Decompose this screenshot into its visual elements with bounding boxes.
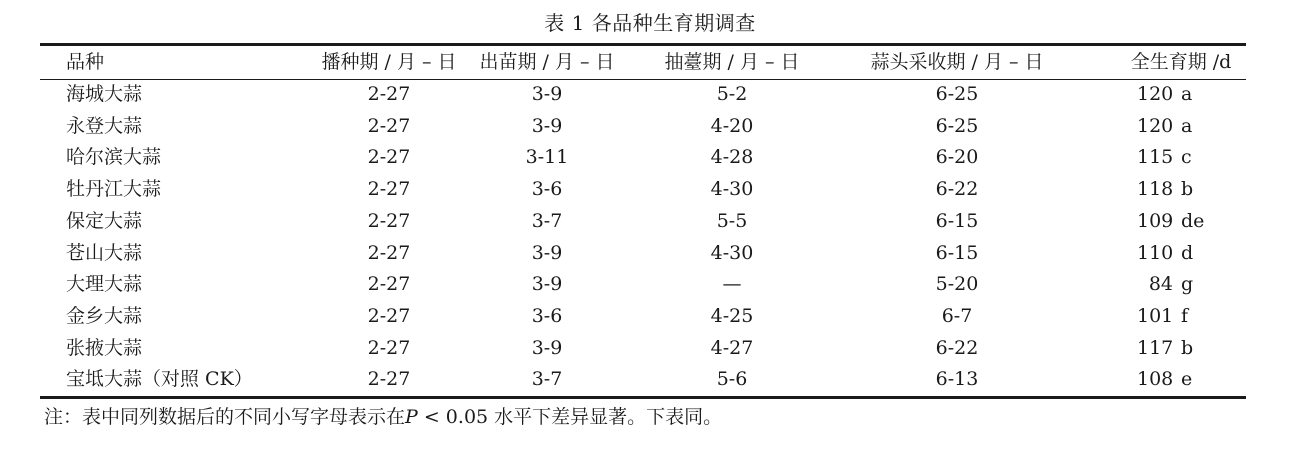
table-row	[40, 79, 1272, 111]
cell-bolting: 4-30	[710, 178, 754, 201]
cell-bolting: 4-20	[710, 114, 754, 137]
cell-emergence: 3-6	[531, 178, 563, 201]
significance-letter: g	[1181, 273, 1194, 296]
significance-letter: a	[1181, 83, 1193, 105]
cell-variety: 牡丹江大蒜	[66, 178, 162, 201]
header-total-label: 全生育期 /d	[1130, 51, 1232, 73]
table-caption: 表 1 各品种生育期调查	[544, 11, 756, 35]
cell-harvest: 6-13	[935, 368, 979, 391]
note-prefix: 注：表中同列数据后的不同小写字母表示在	[44, 406, 406, 428]
cell-harvest: 5-20	[935, 273, 979, 296]
cell-total	[1072, 269, 1272, 301]
significance-letter: f	[1181, 304, 1189, 327]
table-row	[40, 301, 1272, 333]
cell-variety: 金乡大蒜	[66, 304, 143, 327]
table-row	[40, 174, 1272, 206]
cell-harvest: 6-7	[941, 304, 973, 327]
cell-bolting: 5-2	[716, 83, 748, 105]
note-condition: < 0.05	[417, 406, 489, 428]
cell-sowing: 2-27	[367, 241, 411, 264]
total-days: 117	[1137, 336, 1174, 359]
cell-variety: 海城大蒜	[66, 83, 143, 105]
cell-emergence: 3-9	[531, 114, 563, 137]
significance-letter: b	[1181, 178, 1194, 201]
cell-bolting: 5-5	[716, 209, 748, 232]
table-row	[40, 111, 1272, 143]
cell-bolting: 4-27	[710, 336, 754, 359]
cell-emergence: 3-9	[531, 336, 563, 359]
cell-sowing: 2-27	[367, 178, 411, 201]
cell-sowing: 2-27	[367, 273, 411, 296]
cell-harvest: 6-15	[935, 241, 979, 264]
cell-emergence: 3-9	[531, 273, 563, 296]
cell-total	[1072, 206, 1272, 238]
table-header	[40, 46, 1272, 79]
cell-variety: 宝坻大蒜（对照 CK）	[66, 368, 253, 391]
table-row	[40, 142, 1272, 174]
cell-total	[1072, 364, 1272, 396]
cell-total	[1072, 142, 1272, 174]
table-row	[40, 269, 1272, 301]
bottom-rule	[40, 396, 1246, 399]
cell-harvest: 6-22	[935, 336, 979, 359]
total-days: 84	[1148, 273, 1173, 296]
note-suffix: 水平下差异显著。下表同。	[488, 406, 723, 428]
total-days: 109	[1137, 209, 1174, 232]
significance-letter: d	[1181, 241, 1194, 264]
cell-sowing: 2-27	[367, 368, 411, 391]
cell-bolting: —	[722, 273, 742, 296]
cell-harvest: 6-25	[935, 83, 979, 105]
cell-emergence: 3-9	[531, 83, 563, 105]
table-row	[40, 333, 1272, 365]
significance-letter: b	[1181, 336, 1194, 359]
table-row	[40, 206, 1272, 238]
total-days: 108	[1137, 368, 1174, 391]
total-days: 118	[1137, 178, 1174, 201]
cell-bolting: 4-30	[710, 241, 754, 264]
cell-total	[1072, 111, 1272, 143]
cell-harvest: 6-22	[935, 178, 979, 201]
cell-sowing: 2-27	[367, 209, 411, 232]
header-harvest: 蒜头采收期 / 月 – 日	[870, 51, 1044, 73]
cell-harvest: 6-20	[935, 146, 979, 169]
table-row	[40, 364, 1272, 396]
cell-total	[1072, 79, 1272, 111]
header-row	[40, 46, 1272, 79]
cell-sowing: 2-27	[367, 146, 411, 169]
growth-period-table	[40, 46, 1272, 396]
cell-bolting: 4-28	[710, 146, 754, 169]
cell-total	[1072, 333, 1272, 365]
note-variable: P	[405, 406, 418, 428]
header-sowing: 播种期 / 月 – 日	[321, 51, 457, 73]
cell-harvest: 6-25	[935, 114, 979, 137]
cell-bolting: 4-25	[710, 304, 754, 327]
cell-sowing: 2-27	[367, 83, 411, 105]
total-days: 120	[1137, 83, 1174, 105]
cell-emergence: 3-7	[531, 209, 563, 232]
cell-variety: 大理大蒜	[66, 273, 143, 296]
cell-total	[1072, 301, 1272, 333]
header-emergence: 出苗期 / 月 – 日	[479, 51, 615, 73]
cell-emergence: 3-7	[531, 368, 563, 391]
cell-sowing: 2-27	[367, 114, 411, 137]
cell-variety: 保定大蒜	[66, 209, 143, 232]
significance-letter: a	[1181, 114, 1193, 137]
cell-emergence: 3-9	[531, 241, 563, 264]
header-variety: 品种	[66, 51, 105, 73]
cell-sowing: 2-27	[367, 304, 411, 327]
cell-sowing: 2-27	[367, 336, 411, 359]
cell-variety: 张掖大蒜	[66, 336, 143, 359]
cell-total	[1072, 174, 1272, 206]
cell-total	[1072, 238, 1272, 270]
total-days: 115	[1137, 146, 1174, 169]
table-row	[40, 238, 1272, 270]
cell-bolting: 5-6	[716, 368, 748, 391]
significance-letter: e	[1181, 368, 1193, 391]
cell-variety: 哈尔滨大蒜	[66, 146, 162, 169]
cell-variety: 苍山大蒜	[66, 241, 143, 264]
cell-emergence: 3-11	[525, 146, 569, 169]
total-days: 120	[1137, 114, 1174, 137]
table-body	[40, 79, 1272, 396]
total-days: 101	[1137, 304, 1174, 327]
cell-harvest: 6-15	[935, 209, 979, 232]
header-total	[1072, 46, 1272, 79]
significance-letter: c	[1181, 146, 1192, 169]
header-bolting: 抽薹期 / 月 – 日	[664, 51, 800, 73]
significance-letter: de	[1181, 209, 1205, 232]
table-note	[44, 402, 722, 432]
cell-variety: 永登大蒜	[66, 114, 143, 137]
total-days: 110	[1137, 241, 1174, 264]
cell-emergence: 3-6	[531, 304, 563, 327]
